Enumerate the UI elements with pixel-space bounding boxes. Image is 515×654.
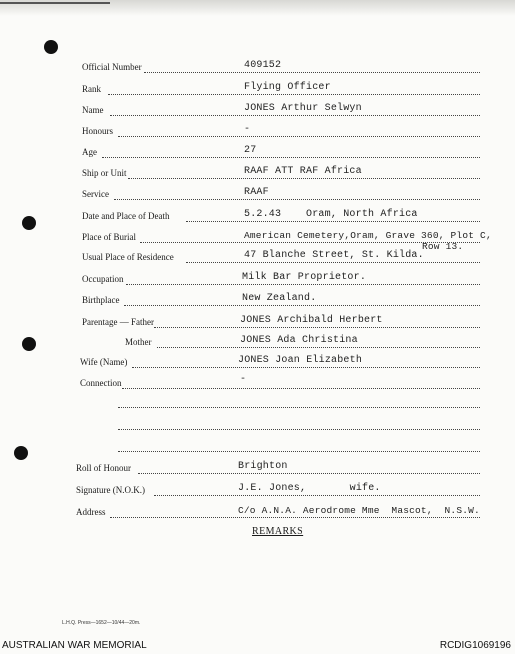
field-label: Parentage — Father bbox=[82, 317, 154, 327]
field-label: Occupation bbox=[82, 274, 124, 284]
field-label: Mother bbox=[125, 337, 152, 347]
field-usual-place-of-residence bbox=[82, 252, 482, 266]
field-roll-of-honour bbox=[76, 463, 482, 477]
field-age bbox=[82, 147, 482, 161]
field-value: C/o A.N.A. Aerodrome Mme Mascot, N.S.W. bbox=[238, 505, 480, 516]
field-value: 27 bbox=[244, 145, 257, 156]
fill-line bbox=[154, 327, 480, 328]
field-value: - bbox=[240, 374, 247, 385]
field-signature-nok bbox=[76, 485, 482, 499]
field-wife-name bbox=[80, 357, 482, 371]
field-label: Name bbox=[82, 105, 104, 115]
field-value: JONES Archibald Herbert bbox=[240, 315, 383, 326]
footer-record-id: RCDIG1069196 bbox=[439, 640, 511, 651]
field-value: Milk Bar Proprietor. bbox=[242, 272, 367, 283]
field-occupation bbox=[82, 274, 482, 288]
field-parentage-father bbox=[82, 317, 482, 331]
field-label: Rank bbox=[82, 84, 101, 94]
fill-line bbox=[118, 136, 480, 137]
field-value: Flying Officer bbox=[244, 82, 331, 93]
fill-line bbox=[122, 388, 480, 389]
field-birthplace bbox=[82, 295, 482, 309]
field-rank bbox=[82, 84, 482, 98]
fill-line bbox=[186, 262, 480, 263]
field-parentage-mother bbox=[125, 337, 482, 351]
field-value: JONES Arthur Selwyn bbox=[244, 103, 362, 114]
field-value: Brighton bbox=[238, 461, 288, 472]
fill-line bbox=[108, 94, 480, 95]
fill-line bbox=[126, 284, 480, 285]
field-value: RAAF bbox=[244, 187, 269, 198]
field-value: JONES Joan Elizabeth bbox=[238, 355, 363, 366]
field-value-continued: Row 13. bbox=[422, 241, 464, 252]
field-label: Place of Burial bbox=[82, 232, 136, 242]
field-name bbox=[82, 105, 482, 119]
field-label: Ship or Unit bbox=[82, 168, 127, 178]
fill-line bbox=[157, 347, 480, 348]
field-label: Wife (Name) bbox=[80, 357, 128, 367]
fill-line bbox=[102, 157, 480, 158]
fill-line bbox=[110, 115, 480, 116]
field-official-number bbox=[82, 62, 482, 76]
field-label: Address bbox=[76, 507, 106, 517]
field-value: 5.2.43 Oram, North Africa bbox=[244, 209, 418, 220]
fill-line bbox=[124, 305, 480, 306]
fill-line bbox=[110, 517, 480, 518]
field-value: - bbox=[244, 124, 251, 135]
field-label: Birthplace bbox=[82, 295, 120, 305]
connection-line-2 bbox=[118, 407, 480, 408]
punch-hole-bottom bbox=[14, 446, 28, 460]
remarks-heading: REMARKS bbox=[252, 526, 304, 537]
connection-line-3 bbox=[118, 429, 480, 430]
field-address bbox=[76, 507, 496, 521]
field-value: New Zealand. bbox=[242, 293, 317, 304]
field-value: J.E. Jones, wife. bbox=[238, 483, 381, 494]
field-honours bbox=[82, 126, 482, 140]
fill-line bbox=[144, 72, 480, 73]
field-label: Signature (N.O.K.) bbox=[76, 485, 145, 495]
field-place-of-burial bbox=[82, 230, 502, 252]
fill-line bbox=[138, 473, 480, 474]
fill-line bbox=[128, 178, 480, 179]
fill-line bbox=[114, 199, 480, 200]
field-label: Connection bbox=[80, 378, 122, 388]
fill-line bbox=[154, 495, 480, 496]
field-service bbox=[82, 189, 482, 203]
top-edge-mark bbox=[0, 2, 110, 4]
field-label: Age bbox=[82, 147, 97, 157]
field-value: JONES Ada Christina bbox=[240, 335, 358, 346]
field-value: 409152 bbox=[244, 60, 282, 71]
field-label: Date and Place of Death bbox=[82, 211, 170, 221]
fill-line bbox=[132, 367, 480, 368]
field-value: American Cemetery,Oram, Grave 360, Plot C, bbox=[244, 230, 492, 241]
field-ship-or-unit bbox=[82, 168, 482, 182]
punch-hole-middle bbox=[22, 216, 36, 230]
field-label: Honours bbox=[82, 126, 113, 136]
field-label: Service bbox=[82, 189, 109, 199]
field-label: Official Number bbox=[82, 62, 142, 72]
footer-archive-name: AUSTRALIAN WAR MEMORIAL bbox=[2, 640, 147, 651]
field-value: RAAF ATT RAF Africa bbox=[244, 166, 362, 177]
printer-imprint: L.H.Q. Press—1652—10/44—20m. bbox=[62, 620, 141, 626]
field-label: Usual Place of Residence bbox=[82, 252, 174, 262]
fill-line bbox=[186, 221, 480, 222]
punch-hole-lower bbox=[22, 337, 36, 351]
connection-line-4 bbox=[118, 451, 480, 452]
field-date-place-of-death bbox=[82, 211, 482, 225]
field-value: 47 Blanche Street, St. Kilda. bbox=[244, 250, 424, 261]
field-label: Roll of Honour bbox=[76, 463, 131, 473]
field-connection bbox=[80, 374, 482, 392]
punch-hole-top bbox=[44, 40, 58, 54]
